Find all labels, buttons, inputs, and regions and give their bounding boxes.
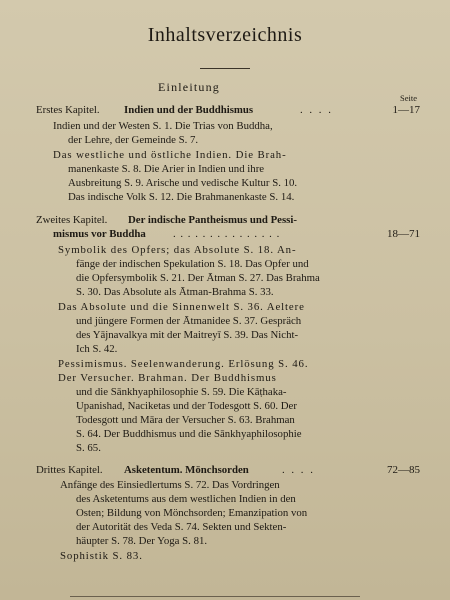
chapter-2-line: und die Sānkhyaphilosophie S. 59. Die Kāṭhaka- [76,386,287,398]
chapter-1-line: der Lehre, der Gemeinde S. 7. [68,134,199,146]
title-rule [200,68,250,69]
chapter-3-line: Anfänge des Einsiedlertums S. 72. Das Vordringen [60,479,280,491]
chapter-1-line: Das westliche und östliche Indien. Die Brah- [53,149,287,161]
chapter-2-pages: 18—71 [387,228,420,240]
chapter-1-line: Das indische Volk S. 12. Die Brahmanenkaste S. 14. [68,191,295,203]
chapter-2-line: Pessimismus. Seelenwanderung. Erlösung S. 46. [58,358,309,370]
chapter-2-line: die Opfersymbolik S. 21. Der Ātman S. 27. Das Brahma [76,272,320,284]
chapter-2-line: des Yājnavalkya mit der Maitreyī S. 39. Das Nicht- [76,329,299,341]
chapter-2-prefix: Zweites Kapitel. [36,214,108,226]
chapter-2-line: Symbolik des Opfers; das Absolute S. 18. An- [58,244,297,256]
chapter-3-line: Osten; Bildung von Mönchsorden; Emanzipation von [76,507,308,519]
chapter-2-line: Upanishad, Naciketas und der Todesgott S. 60. Der [76,400,297,412]
chapter-1-pages: 1—17 [392,104,420,116]
chapter-3-title: Asketentum. Mönchsorden [124,464,249,476]
page-title: Inhaltsverzeichnis [147,24,303,46]
chapter-2-line: fänge der indischen Spekulation S. 18. Das Opfer und [76,258,309,270]
chapter-1-line: Indien und der Westen S. 1. Die Trias von Buddha, [53,120,273,132]
page-bottom-rule [70,596,360,597]
chapter-2-line: und jüngere Formen der Ātmanidee S. 37. Gespräch [76,315,302,327]
chapter-2-line: S. 64. Der Buddhismus und die Sānkhyaphilosophie [76,428,302,440]
chapter-2-line: Todesgott und Māra der Versucher S. 63. Brahman [76,414,295,426]
chapter-3-prefix: Drittes Kapitel. [36,464,103,476]
chapter-3-line: des Asketentums aus dem westlichen Indien in den [76,493,296,505]
chapter-2-line: S. 30. Das Absolute als Ātman-Brahma S. 33. [76,286,274,298]
chapter-1-line: manenkaste S. 8. Die Arier in Indien und ihre [68,163,265,175]
chapter-3-line: der Autorität des Veda S. 74. Sekten und Sekten- [76,521,287,533]
chapter-3-line: Sophistik S. 83. [60,550,143,562]
chapter-1-line: Ausbreitung S. 9. Arische und vedische Kultur S. 10. [68,177,298,189]
page-column-label: Seite [400,93,417,103]
chapter-1-prefix: Erstes Kapitel. [36,104,100,116]
chapter-2-line: Der Versucher. Brahman. Der Buddhismus [58,372,277,384]
chapter-1-dots: . . . . [300,104,333,116]
chapter-1-title: Indien und der Buddhismus [124,104,254,116]
section-heading-einleitung: Einleitung [158,80,220,94]
chapter-3-dots: . . . . [282,464,315,476]
chapter-2-dots: . . . . . . . . . . . . . . . [173,228,281,240]
chapter-2-title-2: mismus vor Buddha [53,228,146,240]
chapter-2-line: S. 65. [76,442,101,454]
chapter-2-title: Der indische Pantheismus und Pessi- [128,214,297,226]
chapter-3-line: häupter S. 78. Der Yoga S. 81. [76,535,208,547]
chapter-2-line: Das Absolute und die Sinnenwelt S. 36. Aeltere [58,301,305,313]
chapter-3-pages: 72—85 [387,464,420,476]
chapter-2-line: Ich S. 42. [76,343,118,355]
